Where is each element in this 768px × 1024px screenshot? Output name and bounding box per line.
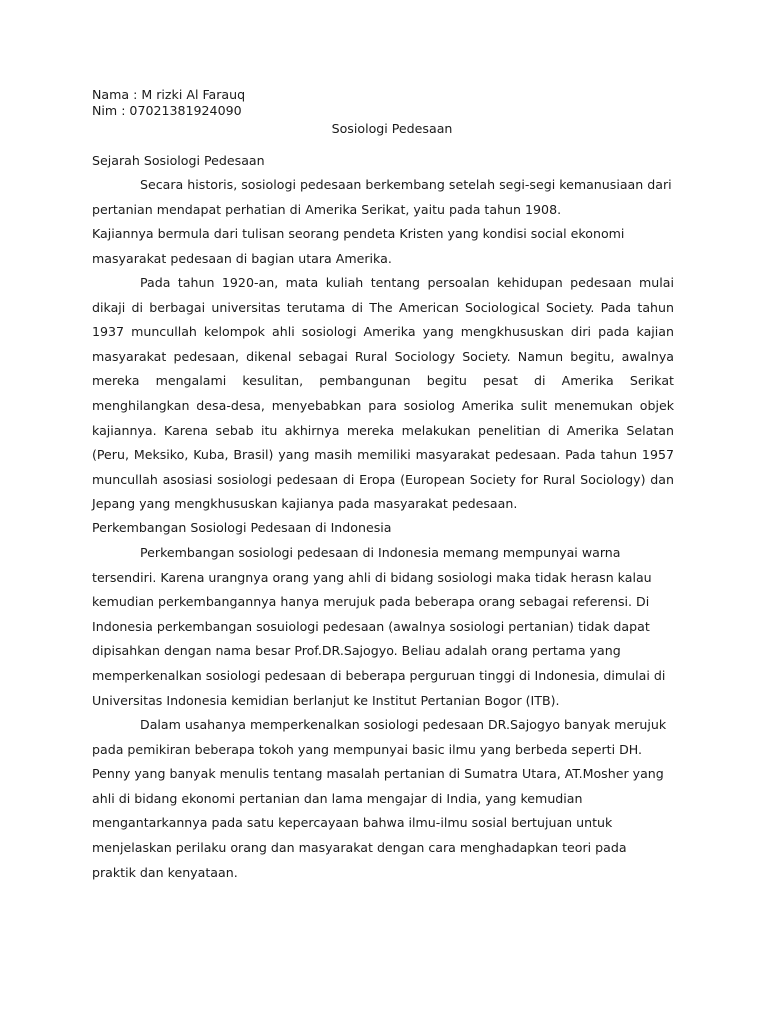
paragraph-indonesia-2: Dalam usahanya memperkenalkan sosiologi pedesaan DR.Sajogyo banyak merujuk pada pemikiran beberapa tokoh yang mempunyai basic ilmu yang berbeda seperti DH. Penny yang banyak menulis tentang masalah pertanian di Sumatra Utara, AT.Mosher yang ahli di bidang ekonomi pertanian dan lama mengajar di India, yang kemudian mengantarkannya pada satu kepercayaan bahwa ilmu-ilmu sosial bertujuan untuk menjelaskan perilaku orang dan masyarakat dengan cara menghadapkan teori pada praktik dan kenyataan. — [92, 717, 667, 880]
paragraph-indonesia-1: Perkembangan sosiologi pedesaan di Indonesia memang mempunyai warna tersendiri. Karena urangnya orang yang ahli di bidang sosiologi maka tidak herasn kalau kemudian perkembangannya hanya merujuk pada beberapa orang sebagai referensi. Di Indonesia perkembangan sosuiologi pedesaan (awalnya sosiologi pertanian) tidak dapat dipisahkan dengan nama besar Prof.DR.Sajogyo. Beliau adalah orang pertama yang memperkenalkan sosiologi pedesaan di beberapa perguruan tinggi di Indonesia, dimulai di Universitas Indonesia kemidian berlanjut ke Institut Pertanian Bogor (ITB). — [92, 545, 666, 708]
paragraph-history-2: Kajiannya bermula dari tulisan seorang pendeta Kristen yang kondisi social ekonomi masyarakat pedesaan di bagian utara Amerika. — [92, 226, 625, 266]
document-title: Sosiologi Pedesaan — [331, 121, 453, 136]
paragraph-history-3: Pada tahun 1920-an, mata kuliah tentang persoalan kehidupan pedesaan mulai dikaji di berbagai universitas terutama di The American Sociological Society. Pada tahun 1937 muncullah kelompok ahli sosiologi Amerika yang mengkhususkan diri pada kajian masyarakat pedesaan, dikenal sebagai Rural Sociology Society. Namun begitu, awalnya mereka mengalami kesulitan, pembangunan begitu pesat di Amerika Serikat menghilangkan desa-desa, menyebabkan para sosiolog Amerika sulit menemukan objek kajiannya. Karena sebab itu akhirnya mereka melakukan penelitian di Amerika Selatan (Peru, Meksiko, Kuba, Brasil) yang masih memiliki masyarakat pedesaan. Pada tahun 1957 muncullah asosiasi sosiologi pedesaan di Eropa (European Society for Rural Sociology) dan Jepang yang mengkhususkan kajianya pada masyarakat pedesaan. — [92, 275, 674, 512]
student-name: Nama : M rizki Al Farauq — [92, 87, 246, 102]
student-nim: Nim : 07021381924090 — [92, 103, 242, 118]
paragraph-history-1: Secara historis, sosiologi pedesaan berkembang setelah segi-segi kemanusiaan dari pertanian mendapat perhatian di Amerika Serikat, yaitu pada tahun 1908. — [92, 177, 672, 217]
section-heading-history: Sejarah Sosiologi Pedesaan — [92, 153, 265, 168]
section-heading-indonesia: Perkembangan Sosiologi Pedesaan di Indonesia — [92, 520, 392, 535]
